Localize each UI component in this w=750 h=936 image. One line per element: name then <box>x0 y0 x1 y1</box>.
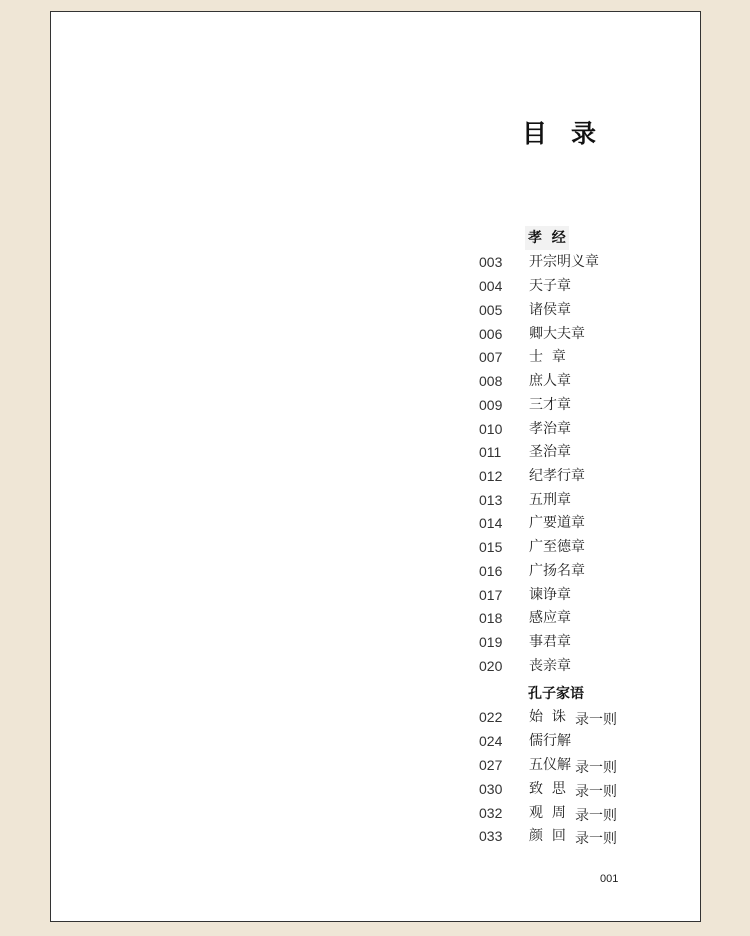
entry-note: 录一则 <box>575 760 617 776</box>
entry-page: 030 <box>479 781 503 797</box>
toc-entry[interactable] <box>0 801 750 825</box>
entry-page: 032 <box>479 805 503 821</box>
entry-title: 感应章 <box>529 610 571 626</box>
entry-title: 谏诤章 <box>529 587 571 603</box>
toc-entry[interactable] <box>0 464 750 488</box>
toc-entry[interactable] <box>0 345 750 369</box>
entry-title: 儒行解 <box>529 733 571 749</box>
entry-note: 录一则 <box>575 808 617 824</box>
entry-page: 019 <box>479 634 503 650</box>
toc-entry[interactable] <box>0 753 750 777</box>
entry-title: 诸侯章 <box>529 302 571 318</box>
entry-title: 孝治章 <box>529 421 571 437</box>
entry-page: 018 <box>479 610 503 626</box>
entry-page: 013 <box>479 492 503 508</box>
entry-title: 士 章 <box>529 349 566 365</box>
toc-entry[interactable] <box>0 417 750 441</box>
section-heading: 孝 经 <box>525 226 569 250</box>
entry-title: 观 周 <box>529 805 566 821</box>
entry-title: 五仪解 <box>529 757 571 773</box>
entry-page: 009 <box>479 397 503 413</box>
entry-title: 始 诛 <box>529 709 566 725</box>
toc-entry[interactable] <box>0 824 750 848</box>
entry-title: 圣治章 <box>529 444 571 460</box>
entry-page: 010 <box>479 421 503 437</box>
entry-page: 016 <box>479 563 503 579</box>
toc-entry[interactable] <box>0 298 750 322</box>
entry-title: 卿大夫章 <box>529 326 585 342</box>
entry-title: 丧亲章 <box>529 658 571 674</box>
title-char-2: 录 <box>571 119 597 148</box>
toc-entry[interactable] <box>0 250 750 274</box>
toc-entry[interactable] <box>0 729 750 753</box>
entry-page: 015 <box>479 539 503 555</box>
toc-entry[interactable] <box>0 511 750 535</box>
toc-entry[interactable] <box>0 369 750 393</box>
entry-page: 005 <box>479 302 503 318</box>
entry-page: 007 <box>479 349 503 365</box>
toc-entry[interactable] <box>0 630 750 654</box>
entry-title: 广要道章 <box>529 515 585 531</box>
toc-entry[interactable] <box>0 559 750 583</box>
section-heading: 孔子家语 <box>528 686 584 702</box>
toc-entry[interactable] <box>0 393 750 417</box>
entry-page: 022 <box>479 709 503 725</box>
toc-entry[interactable] <box>0 606 750 630</box>
entry-title: 事君章 <box>529 634 571 650</box>
entry-page: 008 <box>479 373 503 389</box>
entry-title: 广扬名章 <box>529 563 585 579</box>
entry-title: 颜 回 <box>529 828 566 844</box>
entry-note: 录一则 <box>575 712 617 728</box>
toc-entry[interactable] <box>0 654 750 678</box>
title-char-1: 目 <box>522 119 548 148</box>
toc-entry[interactable] <box>0 535 750 559</box>
entry-title: 天子章 <box>529 278 571 294</box>
toc-entry[interactable] <box>0 322 750 346</box>
entry-note: 录一则 <box>575 784 617 800</box>
entry-page: 006 <box>479 326 503 342</box>
page-number: 001 <box>600 873 619 885</box>
toc-entry[interactable] <box>0 274 750 298</box>
entry-page: 004 <box>479 278 503 294</box>
entry-page: 033 <box>479 828 503 844</box>
entry-page: 014 <box>479 515 503 531</box>
toc-entry[interactable] <box>0 705 750 729</box>
toc-entry[interactable] <box>0 583 750 607</box>
entry-page: 020 <box>479 658 503 674</box>
entry-title: 庶人章 <box>529 373 571 389</box>
toc-entry[interactable] <box>0 777 750 801</box>
entry-page: 012 <box>479 468 503 484</box>
entry-title: 致 思 <box>529 781 566 797</box>
entry-title: 广至德章 <box>529 539 585 555</box>
entry-page: 017 <box>479 587 503 603</box>
entry-note: 录一则 <box>575 831 617 847</box>
entry-title: 开宗明义章 <box>529 254 599 270</box>
entry-title: 纪孝行章 <box>529 468 585 484</box>
entry-page: 011 <box>479 444 502 460</box>
entry-title: 三才章 <box>529 397 571 413</box>
toc-entry[interactable] <box>0 440 750 464</box>
entry-page: 027 <box>479 757 503 773</box>
entry-page: 003 <box>479 254 503 270</box>
toc-entry[interactable] <box>0 488 750 512</box>
entry-page: 024 <box>479 733 503 749</box>
entry-title: 五刑章 <box>529 492 571 508</box>
